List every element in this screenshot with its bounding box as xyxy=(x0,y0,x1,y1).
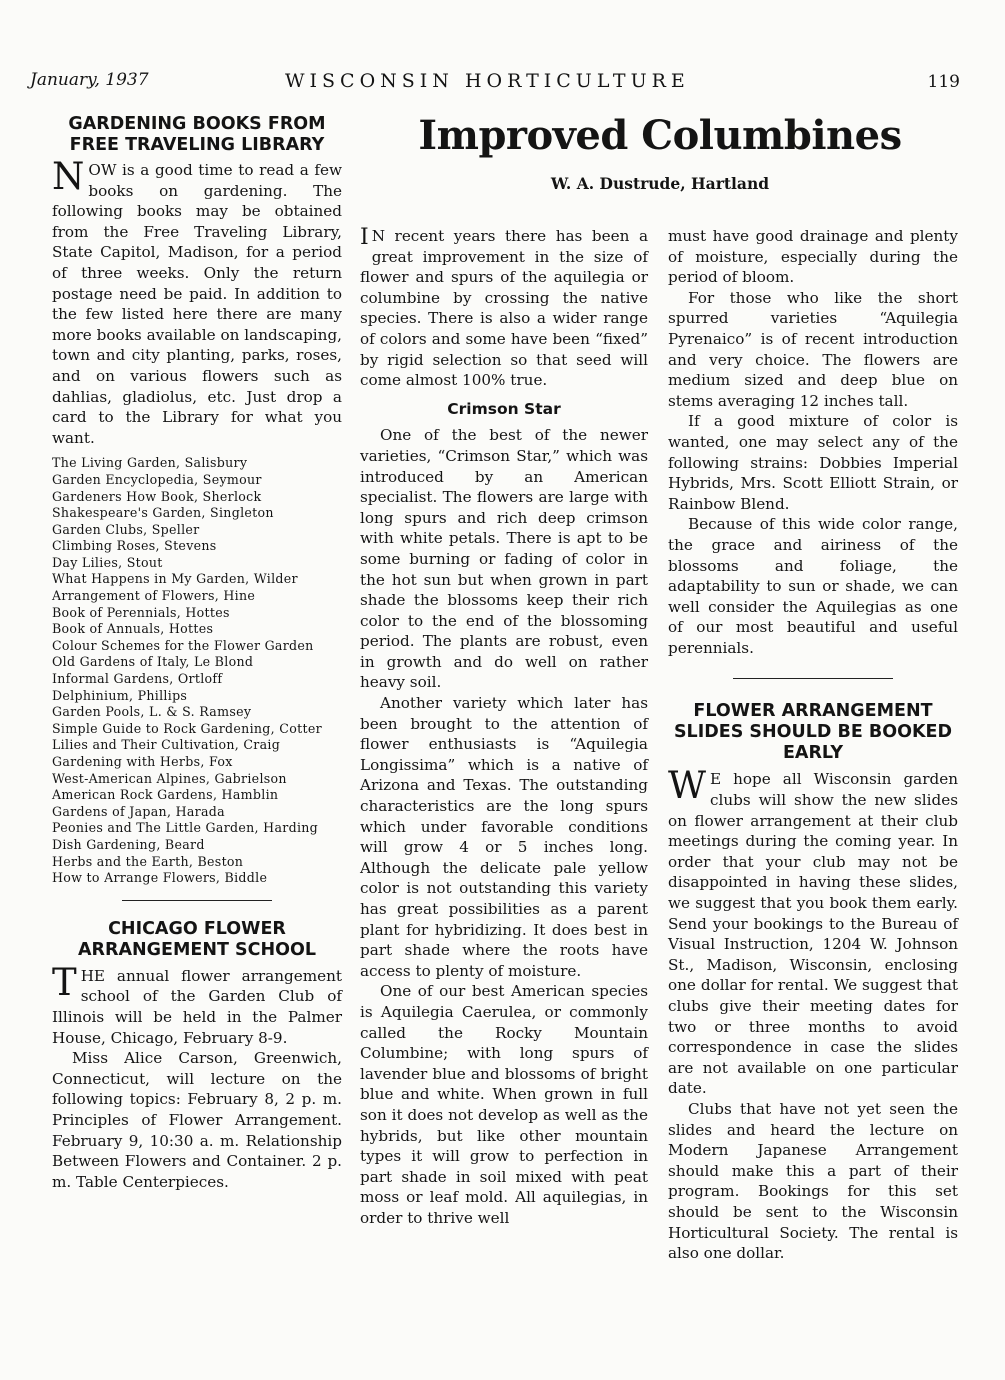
book-list-item: Herbs and the Earth, Beston xyxy=(52,853,244,869)
book-list-item: Shakespeare's Garden, Singleton xyxy=(52,505,274,521)
publication-title: WISCONSIN HORTICULTURE xyxy=(285,70,690,92)
page-number: 119 xyxy=(927,72,960,92)
slides-paragraph-1: E hope all Wisconsin garden clubs will show the new slides on flower arrangement at their club meetings during the coming year. In order that your club may not be disappointed in having these slides, we suggest that you book them early. Send your bookings to the Bureau of Visual Instruction, 1204 W. Johnson St., Madison, Wisconsin, enclosing one dollar for rental. We suggest that clubs give their meeting dates for two or three months to avoid correspondence in case the slides are not available on one particular date. xyxy=(668,770,958,1098)
book-list-item: Gardening with Herbs, Fox xyxy=(52,754,233,769)
book-list-item: Day Lilies, Stout xyxy=(52,554,163,570)
book-list-item: How to Arrange Flowers, Biddle xyxy=(52,870,268,886)
book-list-item: Peonies and The Little Garden, Harding xyxy=(52,820,319,836)
book-list-item: American Rock Gardens, Hamblin xyxy=(52,787,279,803)
book-list-item: Colour Schemes for the Flower Garden xyxy=(52,637,314,653)
drop-cap: T xyxy=(52,960,77,1004)
caerulea-paragraph: One of our best American species is Aquilegia Caerulea, or commonly called the Rocky Mountain Columbine; with long spurs of lavender blue and blossoms of bright blue and white. When grown in full son it does not develop as well as the hybrids, but like other mountain types it will grow to perfection in part shade in soil mixed with peat moss or leaf mold. All aquilegias, in order to thrive well xyxy=(360,982,648,1227)
main-article-title: Improved Columbines xyxy=(418,112,902,159)
book-list-item: Arrangement of Flowers, Hine xyxy=(52,588,256,604)
byline: W. A. Dustrude, Hartland xyxy=(550,174,770,193)
drop-cap: N xyxy=(52,155,85,198)
book-list-item: Lilies and Their Cultivation, Craig xyxy=(52,737,281,753)
right-column xyxy=(668,226,958,1264)
article-heading-books: GARDENING BOOKS FROM FREE TRAVELING LIBRARY xyxy=(68,114,326,155)
drop-cap: I xyxy=(360,225,369,250)
book-list-item: Garden Clubs, Speller xyxy=(52,521,200,537)
book-list-item: Garden Pools, L. & S. Ramsey xyxy=(52,704,252,720)
book-list-item: Book of Perennials, Hottes xyxy=(52,604,230,620)
book-list-item: Old Gardens of Italy, Le Blond xyxy=(52,654,254,670)
continued-paragraph: must have good drainage and plenty of moisture, especially during the period of bloom. xyxy=(668,227,958,287)
drop-cap: W xyxy=(668,764,707,808)
intro-paragraph: N recent years there has been a great improvement in the size of flower and spurs of the aquilegia or columbine by crossing the native species. There is also a wider range of colors and some have been “fixed” by rigid selection so that seed will come almost 100% true. xyxy=(360,227,648,390)
book-list-item: The Living Garden, Salisbury xyxy=(52,455,248,471)
slides-paragraph-2: Clubs that have not yet seen the slides and heard the lecture on Modern Japanese Arrangement should make this a part of their program. Bookings for this set should be sent to the Wisconsin Horticultural Society. The rental is also one dollar. xyxy=(668,1099,958,1263)
left-column xyxy=(52,114,342,1192)
book-list-item: Delphinium, Phillips xyxy=(52,687,188,703)
article-heading-slides: FLOWER ARRANGEMENT SLIDES SHOULD BE BOOKED EARLY xyxy=(673,701,953,764)
book-list-item: What Happens in My Garden, Wilder xyxy=(52,571,298,587)
chicago-paragraph-1: HE annual flower arrangement school of the Garden Club of Illinois will be held in the Palmer House, Chicago, February 8-9. xyxy=(52,966,342,1047)
book-list-item: Dish Gardening, Beard xyxy=(52,836,205,852)
closing-paragraph: Because of this wide color range, the grace and airiness of the blossoms and foliage, the adaptability to sun or shade, we can well consider the Aquilegias as one of our most beautiful and useful perennials. xyxy=(668,515,958,657)
longissima-paragraph: Another variety which later has been brought to the attention of flower enthusiasts is “Aquilegia Longissima” which is a native of Arizona and Texas. The outstanding characteristics are the long spurs which under favorable conditions will grow 4 or 5 inches long. Although the delicate pale yellow color is not outstanding this variety has great possibilities as a parent plant for hybridizing. It does best in part shade where the roots have access to plenty of moisture. xyxy=(360,694,648,980)
pyrenaico-paragraph: For those who like the short spurred varieties “Aquilegia Pyrenaico” is of recent introduction and very choice. The flowers are medium sized and deep blue on stems averaging 12 inches tall. xyxy=(668,288,958,410)
book-list-item: West-American Alpines, Gabrielson xyxy=(52,770,287,786)
chicago-paragraph-2: Miss Alice Carson, Greenwich, Connecticut, will lecture on the following topics: February 8, 2 p. m. Principles of Flower Arrangement. February 9, 10:30 a. m. Relationship Between Flowers and Container. 2 p. m. Table Centerpieces. xyxy=(52,1049,342,1191)
article-body-books: OW is a good time to read a few books on gardening. The following books may be obtained from the Free Traveling Library, State Capitol, Madison, for a period of three weeks. Only the return postage need be paid. In addition to the few listed here there are many more books available on landscaping, town and city planting, parks, roses, and on various flowers such as dahlias, gladiolus, etc. Just drop a card to the Library for what you want. xyxy=(52,161,342,447)
crimson-star-paragraph: One of the best of the newer varieties, “Crimson Star,” which was introduced by an American specialist. The flowers are large with long spurs and rich deep crimson with white petals. There is apt to be some burning or fading of color in the hot sun but when grown in part shade the blossoms keep their rich color to the end of the blossoming period. The plants are robust, even in growth and do well on rather heavy soil. xyxy=(360,426,648,692)
book-list-item: Gardens of Japan, Harada xyxy=(52,803,225,819)
book-list-item: Simple Guide to Rock Gardening, Cotter xyxy=(52,720,322,736)
article-heading-chicago: CHICAGO FLOWER ARRANGEMENT SCHOOL xyxy=(77,918,317,960)
book-list-item: Gardeners How Book, Sherlock xyxy=(52,488,262,504)
issue-date: January, 1937 xyxy=(30,70,149,90)
middle-column xyxy=(360,226,648,1229)
book-list-item: Garden Encyclopedia, Seymour xyxy=(52,471,262,487)
divider xyxy=(122,900,272,901)
book-list xyxy=(52,455,342,886)
subheading-crimson-star: Crimson Star xyxy=(447,399,561,418)
mixture-paragraph: If a good mixture of color is wanted, one may select any of the following strains: Dobbies Imperial Hybrids, Mrs. Scott Elliott Strain, or Rainbow Blend. xyxy=(668,412,958,513)
book-list-item: Climbing Roses, Stevens xyxy=(52,538,217,554)
book-list-item: Book of Annuals, Hottes xyxy=(52,621,214,637)
book-list-item: Informal Gardens, Ortloff xyxy=(52,671,223,687)
divider xyxy=(733,678,893,679)
